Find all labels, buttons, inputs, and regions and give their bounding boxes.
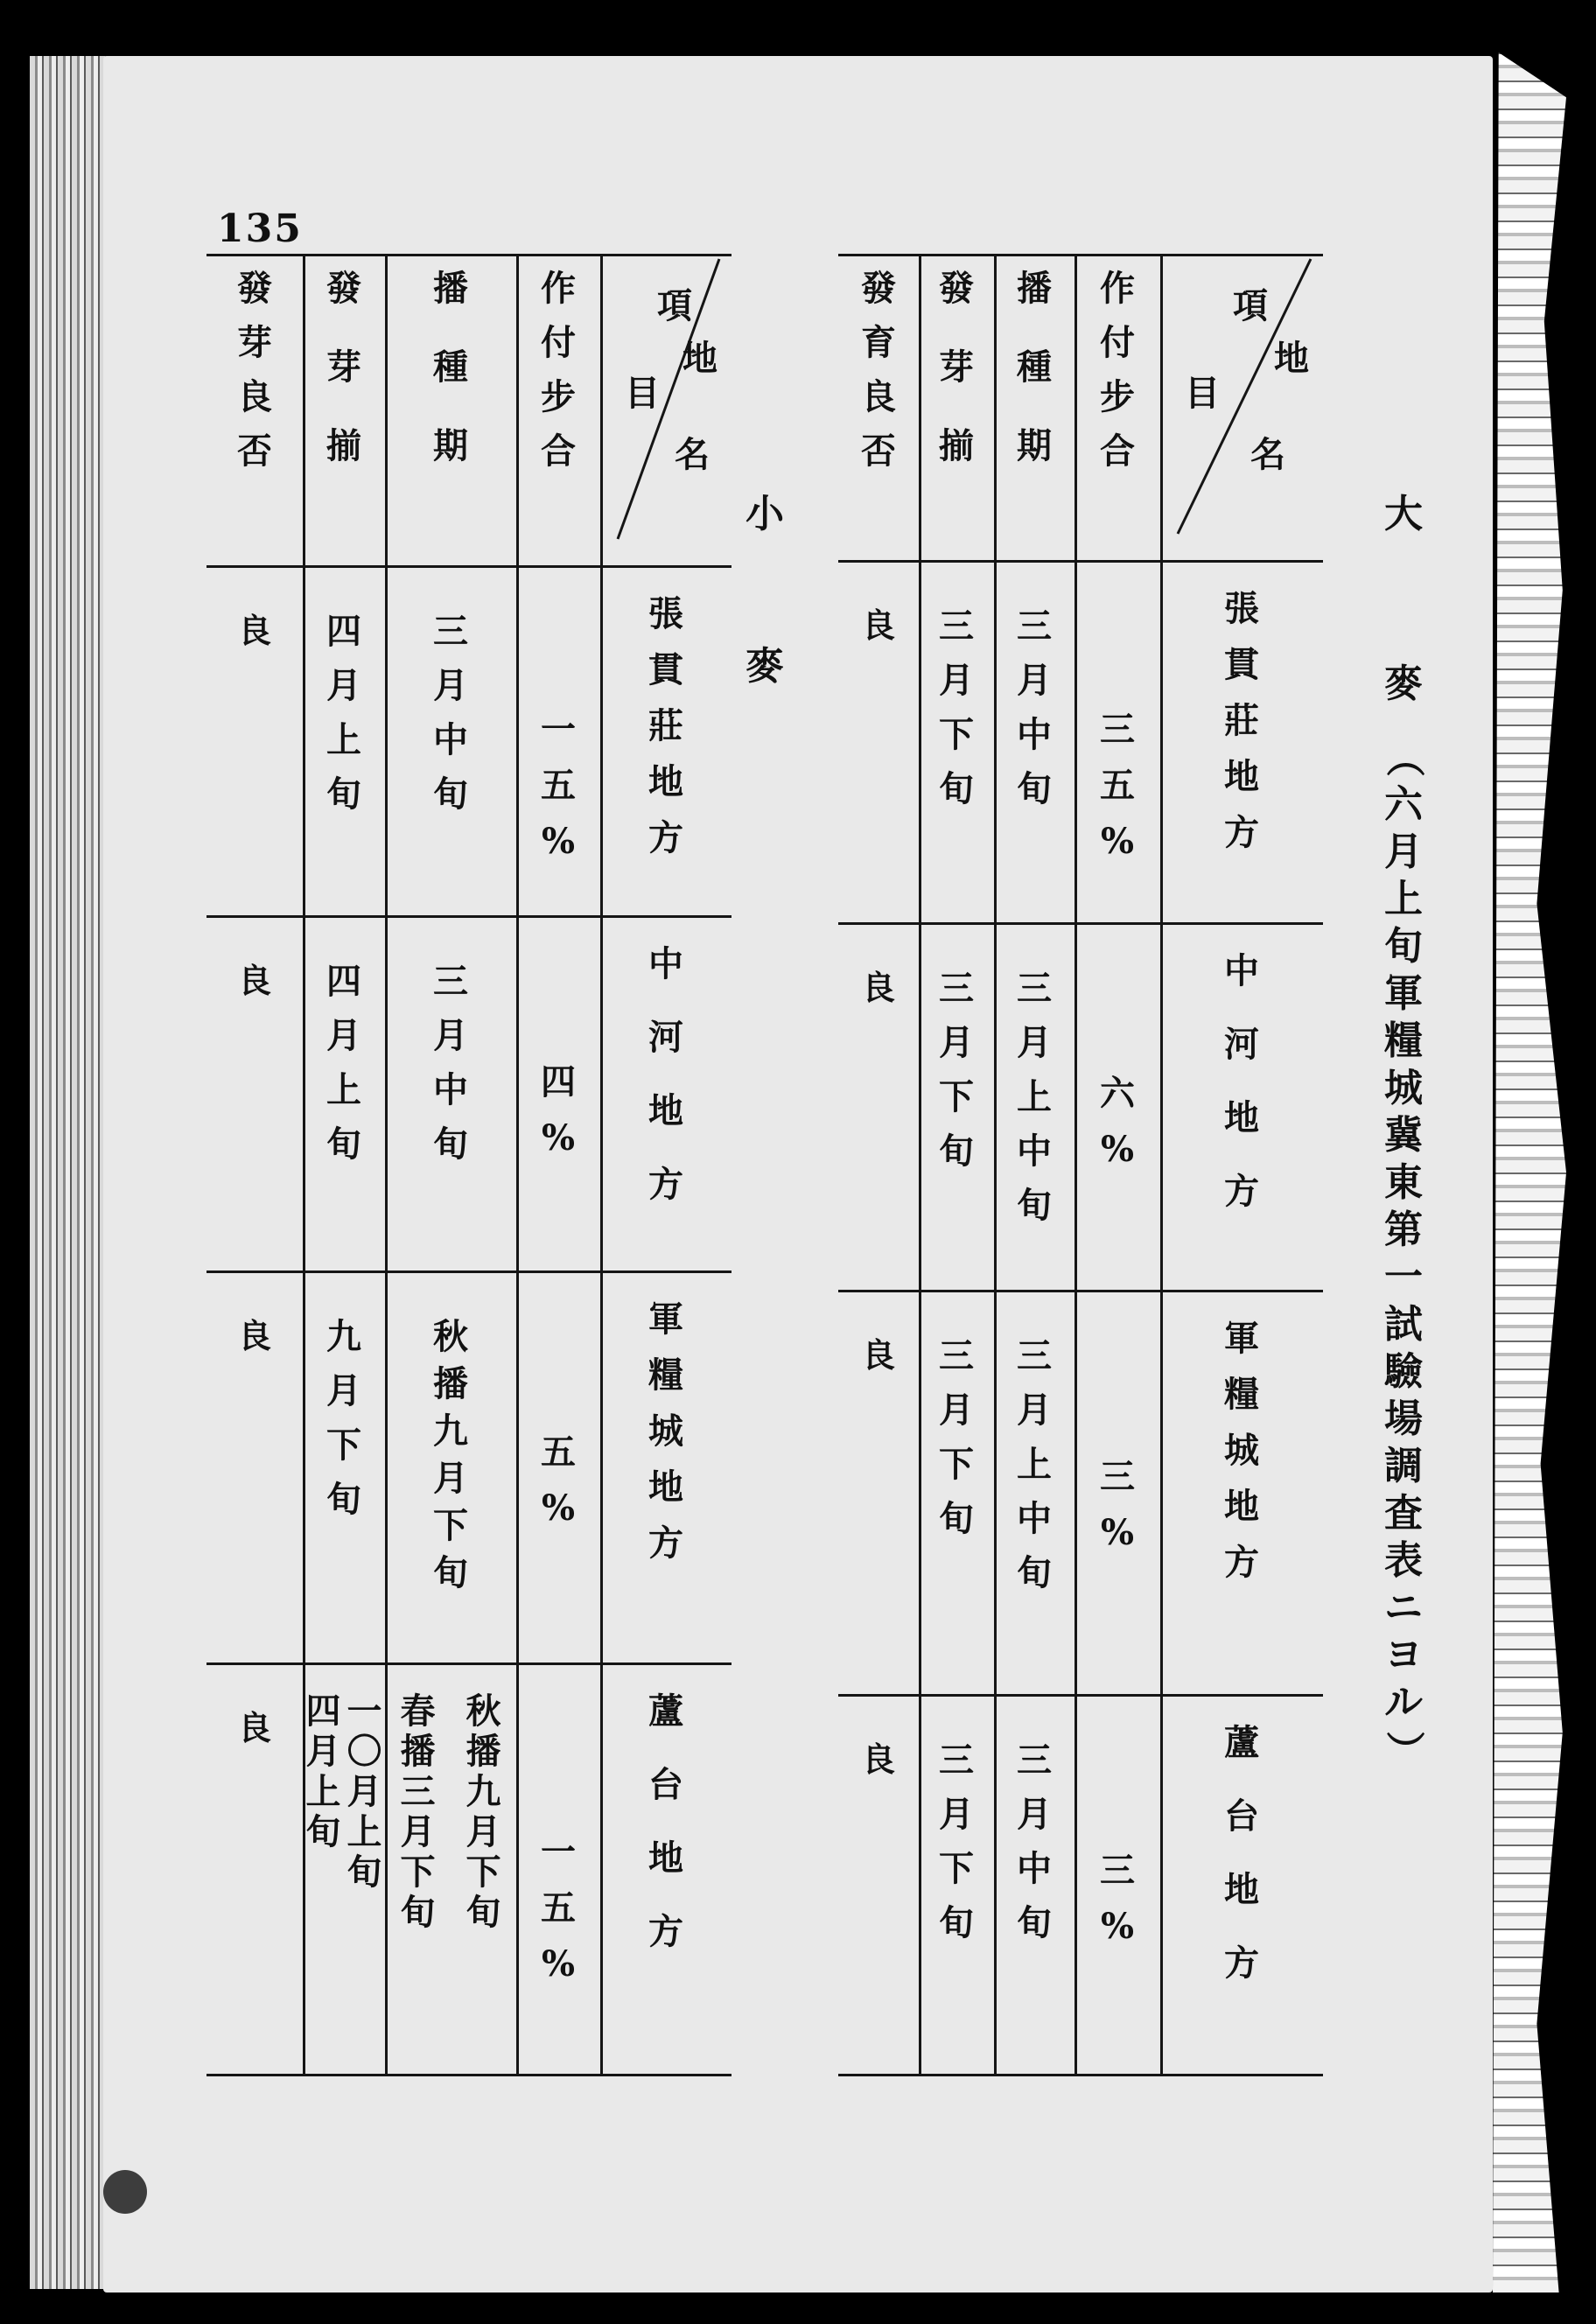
table-rule (838, 560, 1323, 563)
cell-char: 張 (1224, 588, 1259, 629)
cell-char: 河 (648, 1017, 683, 1058)
germination-cell (303, 1316, 385, 1536)
cell-char: 四 (541, 1060, 576, 1102)
header-char: 良 (861, 376, 896, 417)
cell-char: 旬 (1017, 1902, 1052, 1943)
germination-cell (303, 961, 385, 1181)
place-name-cell (1160, 1318, 1323, 1601)
cell-char: 月 (326, 1370, 361, 1411)
cell-char: 中 (433, 719, 468, 760)
header-char: 步 (1100, 376, 1135, 417)
table-rule (206, 1662, 732, 1665)
facing-page-edge (1493, 52, 1566, 2292)
germination-cell (303, 1690, 344, 1855)
cell-char: 旬 (939, 1902, 974, 1943)
cell-char: 方 (1224, 812, 1259, 853)
header-place-label: 地 (682, 338, 718, 379)
cell-char: 月 (326, 1015, 361, 1056)
cell-char: 旬 (433, 774, 468, 815)
header-growth-condition (838, 268, 919, 488)
cell-char: 上 (346, 1811, 382, 1852)
cell-char: 三 (1017, 606, 1052, 647)
sowing-period-cell (385, 961, 516, 1181)
header-char: 芽 (237, 322, 272, 363)
cell-char: 月 (1017, 660, 1052, 701)
header-char: 播 (1017, 268, 1052, 309)
table-rule (206, 2074, 732, 2076)
header-char: 種 (433, 346, 468, 388)
header-char: 發 (326, 268, 361, 309)
cell-char: 月 (326, 665, 361, 706)
cell-char: 上 (1017, 1444, 1052, 1485)
header-char: 期 (1017, 425, 1052, 466)
barley-section-title (1377, 492, 1430, 1778)
cell-char: % (1100, 1129, 1134, 1171)
cell-char: 播 (466, 1731, 501, 1772)
sowing-period-cell (994, 606, 1074, 826)
cell-char: 台 (648, 1764, 683, 1805)
place-name-cell (600, 943, 732, 1241)
cell-char: 蘆 (1224, 1722, 1259, 1763)
cell-char: 九 (433, 1410, 468, 1452)
title-char: 糧 (1384, 1018, 1423, 1063)
cell-char: 方 (1224, 1542, 1259, 1583)
cell-char: 中 (1017, 1498, 1052, 1539)
cell-char: 方 (1224, 1942, 1259, 1984)
sowing-period-cell (994, 1740, 1074, 1960)
cell-char: 旬 (939, 1130, 974, 1172)
germination-cell (919, 1740, 994, 1960)
cell-char: 地 (648, 761, 683, 802)
cell-char: 上 (1017, 1076, 1052, 1117)
cell-char: 旬 (1017, 1185, 1052, 1226)
cell-char: 旬 (939, 1498, 974, 1539)
place-name-cell (600, 593, 732, 877)
header-planting-ratio (1074, 268, 1160, 488)
title-char: 第 (1384, 1208, 1423, 1252)
cell-char: 莊 (648, 705, 683, 746)
cell-char: 月 (400, 1811, 436, 1852)
sowing-period-cell (385, 1690, 451, 1936)
cell-char: 三 (433, 961, 468, 1002)
cell-char: 城 (1224, 1430, 1259, 1471)
cell-char: 一 (541, 1831, 576, 1873)
ink-speck (103, 2170, 147, 2214)
growth-condition-cell (838, 606, 919, 645)
header-diagonal-cell (1160, 254, 1323, 560)
header-char: 揃 (326, 425, 361, 466)
cell-char: 秋 (433, 1316, 468, 1357)
header-place-label: 名 (1250, 434, 1285, 475)
cell-char: 旬 (326, 774, 361, 815)
cell-char: 三 (1100, 1850, 1135, 1892)
cell-char: 良 (237, 961, 271, 1000)
header-char: 芽 (939, 346, 974, 388)
cell-char: 旬 (939, 768, 974, 809)
title-char: （ (1382, 738, 1426, 777)
cell-char: 下 (326, 1424, 361, 1466)
place-name-cell (600, 1690, 732, 1988)
cell-char: 下 (939, 1076, 974, 1117)
cell-char: % (1100, 1906, 1134, 1948)
growth-condition-cell (838, 1335, 919, 1375)
planting-ratio-cell (516, 709, 600, 880)
cell-char: 旬 (433, 1552, 468, 1593)
title-char: 麥 (1384, 662, 1423, 706)
title-char: 一 (1384, 1255, 1423, 1299)
cell-char: 三 (1100, 1456, 1135, 1498)
wheat-section-title (738, 492, 791, 800)
sowing-period-cell (385, 611, 516, 831)
cell-char: 四 (305, 1690, 341, 1732)
header-sowing-period (994, 268, 1074, 508)
table-rule (838, 922, 1323, 925)
header-char: 期 (433, 425, 468, 466)
header-char: 作 (541, 268, 576, 309)
title-char: 軍 (1384, 971, 1423, 1016)
cell-char: 旬 (400, 1892, 436, 1933)
cell-char: 良 (861, 1335, 895, 1375)
cell-char: 九 (326, 1316, 361, 1357)
cell-char: 良 (237, 1316, 271, 1355)
cell-char: 月 (939, 1022, 974, 1063)
planting-ratio-cell (516, 1831, 600, 2003)
germination-cell (919, 1335, 994, 1556)
title-char: 査 (1384, 1491, 1423, 1536)
cell-char: 貫 (648, 649, 683, 690)
cell-char: 三 (1017, 1335, 1052, 1376)
growth-condition-cell (206, 1708, 303, 1747)
header-char: 種 (1017, 346, 1052, 388)
cell-char: 中 (1017, 1130, 1052, 1172)
cell-char: 下 (433, 1505, 468, 1546)
header-item-label: 項 (657, 285, 692, 326)
germination-cell (919, 606, 994, 826)
header-item-label: 目 (1185, 373, 1220, 414)
page-number: 135 (217, 206, 303, 251)
title-char: 小 (746, 492, 784, 536)
cell-char: 方 (648, 1164, 683, 1205)
cell-char: 下 (939, 714, 974, 755)
cell-char: 月 (433, 1458, 468, 1499)
cell-char: 五 (541, 765, 576, 806)
cell-char: 中 (1017, 714, 1052, 755)
cell-char: 三 (433, 611, 468, 652)
cell-char: 旬 (1017, 768, 1052, 809)
cell-char: 良 (237, 611, 271, 650)
sowing-period-cell (451, 1690, 516, 1936)
cell-char: 城 (648, 1410, 683, 1452)
cell-char: 旬 (1017, 1552, 1052, 1593)
header-char: 作 (1100, 268, 1135, 309)
title-char: ヨ (1384, 1633, 1423, 1677)
place-name-cell (1160, 588, 1323, 872)
cell-char: 中 (1224, 950, 1259, 991)
header-char: 揃 (939, 425, 974, 466)
cell-char: 旬 (305, 1811, 341, 1852)
cell-char: 月 (939, 1794, 974, 1835)
place-name-cell (1160, 950, 1323, 1248)
germination-cell (303, 611, 385, 831)
title-char: 六 (1384, 782, 1423, 827)
cell-char: 播 (400, 1731, 436, 1772)
title-char: 表 (1384, 1538, 1423, 1583)
table-rule (206, 565, 732, 568)
header-char: 發 (237, 268, 272, 309)
book-spine (30, 56, 108, 2289)
cell-char: 五 (1100, 764, 1135, 806)
cell-char: 春 (400, 1690, 436, 1732)
cell-char: 地 (648, 1466, 683, 1508)
title-char: 冀 (1384, 1113, 1423, 1158)
planting-ratio-cell (516, 1432, 600, 1547)
cell-char: 地 (1224, 1097, 1259, 1138)
cell-char: 五 (541, 1887, 576, 1929)
planting-ratio-cell (516, 1060, 600, 1177)
cell-char: 張 (648, 593, 683, 634)
cell-char: 貫 (1224, 644, 1259, 685)
header-place-label: 地 (1274, 338, 1309, 379)
cell-char: 糧 (1224, 1374, 1259, 1415)
cell-char: 月 (433, 665, 468, 706)
header-char: 步 (541, 376, 576, 417)
cell-char: 三 (939, 606, 974, 647)
cell-char: 三 (939, 968, 974, 1009)
title-char: ル (1384, 1680, 1423, 1725)
cell-char: 良 (861, 1740, 895, 1779)
cell-char: 中 (648, 943, 683, 984)
cell-char: 地 (648, 1090, 683, 1131)
cell-char: 中 (1017, 1848, 1052, 1889)
table-rule (838, 1694, 1323, 1697)
cell-char: 地 (1224, 756, 1259, 797)
growth-condition-cell (206, 1316, 303, 1355)
planting-ratio-cell (1074, 1073, 1160, 1188)
cell-char: % (541, 821, 575, 862)
cell-char: 軍 (1224, 1318, 1259, 1359)
cell-char: 旬 (346, 1852, 382, 1893)
header-char: 付 (541, 322, 576, 363)
header-char: 發 (861, 268, 896, 309)
cell-char: 月 (1017, 1390, 1052, 1431)
header-germination (303, 268, 385, 508)
header-item-label: 目 (625, 373, 660, 414)
header-diagonal-cell (600, 254, 732, 565)
cell-char: 地 (648, 1838, 683, 1879)
sowing-period-cell (994, 1335, 1074, 1610)
growth-condition-cell (206, 961, 303, 1000)
cell-char: % (541, 1488, 575, 1530)
growth-condition-cell (206, 611, 303, 650)
cell-char: 四 (326, 611, 361, 652)
header-growth-condition (206, 268, 303, 488)
cell-char: 五 (541, 1432, 576, 1474)
cell-char: 三 (939, 1740, 974, 1781)
place-name-cell (1160, 1722, 1323, 2020)
cell-char: 上 (326, 719, 361, 760)
cell-char: 三 (1017, 1740, 1052, 1781)
cell-char: 旬 (466, 1892, 501, 1933)
cell-char: 地 (1224, 1486, 1259, 1527)
cell-char: 月 (1017, 1794, 1052, 1835)
sowing-period-cell (385, 1316, 516, 1603)
cell-char: 良 (237, 1708, 271, 1747)
title-char: 大 (1384, 492, 1423, 536)
sowing-period-cell (994, 968, 1074, 1242)
cell-char: 〇 (346, 1731, 382, 1772)
table-rule (838, 2074, 1323, 2076)
cell-char: 良 (861, 968, 895, 1007)
cell-char: 月 (466, 1811, 501, 1852)
cell-char: 旬 (433, 1124, 468, 1165)
title-char: 麥 (746, 644, 784, 689)
cell-char: 河 (1224, 1024, 1259, 1065)
cell-char: 地 (1224, 1869, 1259, 1910)
cell-char: 六 (1100, 1073, 1135, 1115)
cell-char: 下 (400, 1852, 436, 1893)
cell-char: 月 (346, 1771, 382, 1812)
table-rule (303, 1829, 305, 1995)
header-char: 芽 (326, 346, 361, 388)
cell-char: 月 (1017, 1022, 1052, 1063)
title-char: ） (1382, 1731, 1426, 1769)
table-rule (206, 1270, 732, 1273)
header-char: 播 (433, 268, 468, 309)
cell-char: 下 (466, 1852, 501, 1893)
cell-char: 一 (346, 1690, 382, 1732)
growth-condition-cell (838, 968, 919, 1007)
cell-char: 軍 (648, 1298, 683, 1340)
cell-char: % (1100, 1512, 1134, 1554)
header-place-label: 名 (675, 434, 710, 475)
growth-condition-cell (838, 1740, 919, 1779)
title-char: 場 (1384, 1396, 1423, 1441)
cell-char: 下 (939, 1848, 974, 1889)
title-char: 上 (1384, 877, 1423, 921)
table-rule (838, 1290, 1323, 1292)
title-char: ニ (1384, 1586, 1423, 1630)
cell-char: 方 (648, 1522, 683, 1564)
cell-char: 中 (433, 1069, 468, 1110)
cell-char: 三 (1017, 968, 1052, 1009)
title-char: 東 (1384, 1160, 1423, 1205)
cell-char: 糧 (648, 1354, 683, 1396)
cell-char: 四 (326, 961, 361, 1002)
title-char: 旬 (1384, 924, 1423, 969)
cell-char: 蘆 (648, 1690, 683, 1732)
title-char: 驗 (1384, 1349, 1423, 1394)
cell-char: 良 (861, 606, 895, 645)
cell-char: % (541, 1116, 575, 1158)
title-char: 調 (1384, 1444, 1423, 1488)
cell-char: 方 (648, 1911, 683, 1952)
cell-char: 播 (433, 1363, 468, 1404)
cell-char: 一 (541, 709, 576, 750)
cell-char: 上 (305, 1771, 341, 1812)
planting-ratio-cell (1074, 1850, 1160, 1965)
planting-ratio-cell (1074, 708, 1160, 880)
title-char: 試 (1384, 1302, 1423, 1347)
germination-cell (919, 968, 994, 1188)
header-char: 否 (861, 430, 896, 472)
cell-char: 月 (305, 1731, 341, 1772)
header-char: 合 (1100, 430, 1135, 472)
header-germination (919, 268, 994, 508)
header-char: 付 (1100, 322, 1135, 363)
header-char: 良 (237, 376, 272, 417)
cell-char: 旬 (326, 1124, 361, 1165)
cell-char: 九 (466, 1771, 501, 1812)
cell-char: % (541, 1943, 575, 1985)
place-name-cell (600, 1298, 732, 1582)
cell-char: 秋 (466, 1690, 501, 1732)
cell-char: 三 (939, 1335, 974, 1376)
cell-char: 三 (400, 1771, 436, 1812)
cell-char: 方 (648, 817, 683, 858)
cell-char: 月 (939, 660, 974, 701)
title-char: 月 (1384, 830, 1423, 874)
cell-char: 月 (433, 1015, 468, 1056)
header-char: 否 (237, 430, 272, 472)
header-char: 合 (541, 430, 576, 472)
germination-cell (344, 1690, 385, 1895)
header-item-label: 項 (1233, 285, 1268, 326)
cell-char: 三 (1100, 708, 1135, 750)
cell-char: 莊 (1224, 700, 1259, 741)
table-rule (206, 915, 732, 918)
header-char: 發 (939, 268, 974, 309)
header-char: 育 (861, 322, 896, 363)
cell-char: % (1100, 820, 1134, 862)
cell-char: 旬 (326, 1479, 361, 1520)
cell-char: 方 (1224, 1171, 1259, 1212)
cell-char: 下 (939, 1444, 974, 1485)
cell-char: 月 (939, 1390, 974, 1431)
cell-char: 上 (326, 1069, 361, 1110)
header-sowing-period (385, 268, 516, 508)
planting-ratio-cell (1074, 1456, 1160, 1572)
cell-char: 台 (1224, 1796, 1259, 1837)
header-planting-ratio (516, 268, 600, 488)
title-char: 城 (1384, 1066, 1423, 1110)
